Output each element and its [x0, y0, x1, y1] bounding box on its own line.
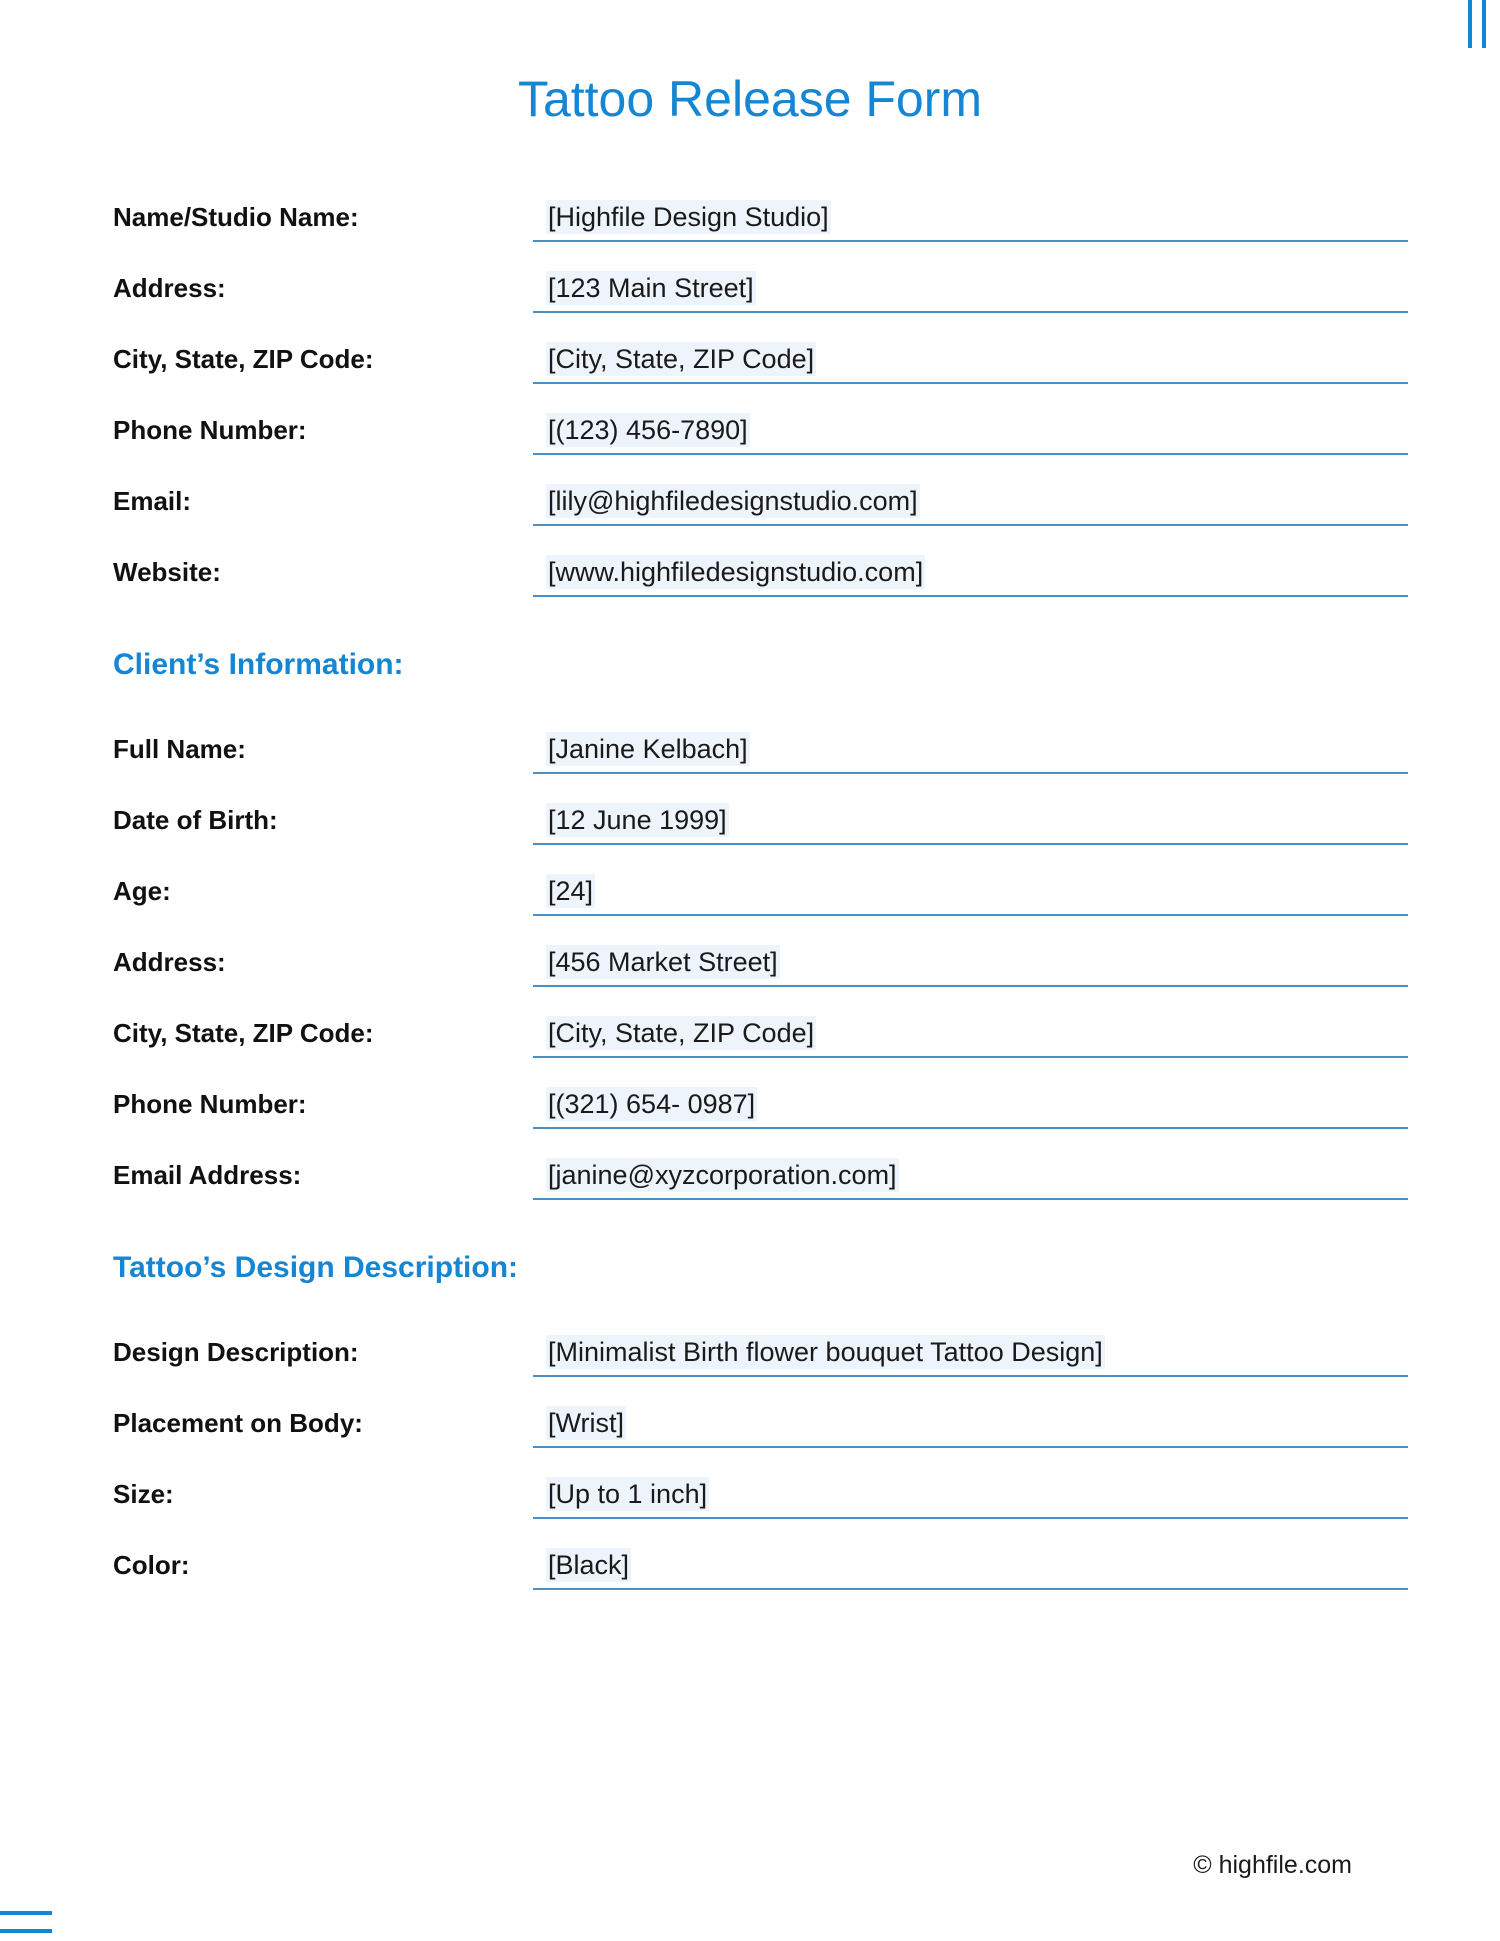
form-row-design-placement — [113, 1402, 1408, 1446]
client-address-field[interactable] — [533, 941, 1408, 987]
decor-bar — [0, 1929, 52, 1933]
form-row-client-email — [113, 1154, 1408, 1198]
top-right-decoration — [1468, 0, 1490, 48]
field-label: Phone Number: — [113, 1089, 307, 1119]
field-value[interactable]: [24] — [548, 876, 594, 906]
field-label: Website: — [113, 557, 221, 587]
field-label: Design Description: — [113, 1337, 359, 1367]
client-city-field[interactable] — [533, 1012, 1408, 1058]
decor-bar — [0, 1911, 52, 1915]
field-label: Color: — [113, 1550, 190, 1580]
design-description-heading: Tattoo’s Design Description: — [113, 1251, 519, 1284]
design-description-field[interactable] — [533, 1331, 1408, 1377]
form-row-studio-website — [113, 551, 1408, 595]
form-row-studio-city — [113, 338, 1408, 382]
field-value[interactable]: [www.highfiledesignstudio.com] — [548, 557, 924, 587]
form-row-client-fullname — [113, 728, 1408, 772]
copyright-footer: © highfile.com — [1193, 1851, 1352, 1879]
field-label: Age: — [113, 876, 171, 906]
field-label: Phone Number: — [113, 415, 307, 445]
decor-bar — [1468, 0, 1472, 48]
decor-bar — [1482, 0, 1486, 48]
bottom-left-decoration — [0, 1911, 52, 1941]
studio-name-field[interactable] — [533, 196, 1408, 242]
page-title: Tattoo Release Form — [517, 71, 983, 127]
field-value[interactable]: [Black] — [548, 1550, 630, 1580]
form-row-studio-email — [113, 480, 1408, 524]
studio-email-field[interactable] — [533, 480, 1408, 526]
client-info-heading: Client’s Information: — [113, 648, 404, 681]
client-phone-field[interactable] — [533, 1083, 1408, 1129]
studio-address-field[interactable] — [533, 267, 1408, 313]
field-value[interactable]: [456 Market Street] — [548, 947, 778, 977]
field-label: City, State, ZIP Code: — [113, 344, 374, 374]
field-label: Full Name: — [113, 734, 246, 764]
form-row-studio-phone — [113, 409, 1408, 453]
field-value[interactable]: [Janine Kelbach] — [548, 734, 748, 764]
form-row-client-dob — [113, 799, 1408, 843]
field-label: Address: — [113, 273, 226, 303]
client-age-field[interactable] — [533, 870, 1408, 916]
design-color-field[interactable] — [533, 1544, 1408, 1590]
design-size-field[interactable] — [533, 1473, 1408, 1519]
field-value[interactable]: [Up to 1 inch] — [548, 1479, 708, 1509]
field-value[interactable]: [(123) 456-7890] — [548, 415, 748, 445]
field-value[interactable]: [12 June 1999] — [548, 805, 727, 835]
design-placement-field[interactable] — [533, 1402, 1408, 1448]
field-label: City, State, ZIP Code: — [113, 1018, 374, 1048]
form-row-design-color — [113, 1544, 1408, 1588]
form-row-studio-address — [113, 267, 1408, 311]
client-email-field[interactable] — [533, 1154, 1408, 1200]
field-value[interactable]: [Highfile Design Studio] — [548, 202, 829, 232]
client-dob-field[interactable] — [533, 799, 1408, 845]
field-value[interactable]: [123 Main Street] — [548, 273, 754, 303]
form-row-design-size — [113, 1473, 1408, 1517]
form-row-design-description — [113, 1331, 1408, 1375]
field-value[interactable]: [City, State, ZIP Code] — [548, 344, 815, 374]
studio-city-field[interactable] — [533, 338, 1408, 384]
studio-phone-field[interactable] — [533, 409, 1408, 455]
field-label: Size: — [113, 1479, 174, 1509]
field-value[interactable]: [Wrist] — [548, 1408, 624, 1438]
field-value[interactable]: [(321) 654- 0987] — [548, 1089, 756, 1119]
client-fullname-field[interactable] — [533, 728, 1408, 774]
form-row-client-address — [113, 941, 1408, 985]
field-value[interactable]: [Minimalist Birth flower bouquet Tattoo Design] — [548, 1337, 1103, 1367]
form-row-client-phone — [113, 1083, 1408, 1127]
form-row-studio-name — [113, 196, 1408, 240]
form-row-client-age — [113, 870, 1408, 914]
field-label: Email: — [113, 486, 192, 516]
field-label: Placement on Body: — [113, 1408, 363, 1438]
form-row-client-city — [113, 1012, 1408, 1056]
field-label: Date of Birth: — [113, 805, 278, 835]
studio-website-field[interactable] — [533, 551, 1408, 597]
field-label: Address: — [113, 947, 226, 977]
field-value[interactable]: [janine@xyzcorporation.com] — [548, 1160, 897, 1190]
field-value[interactable]: [City, State, ZIP Code] — [548, 1018, 815, 1048]
field-label: Email Address: — [113, 1160, 302, 1190]
field-value[interactable]: [lily@highfiledesignstudio.com] — [548, 486, 918, 516]
field-label: Name/Studio Name: — [113, 202, 359, 232]
